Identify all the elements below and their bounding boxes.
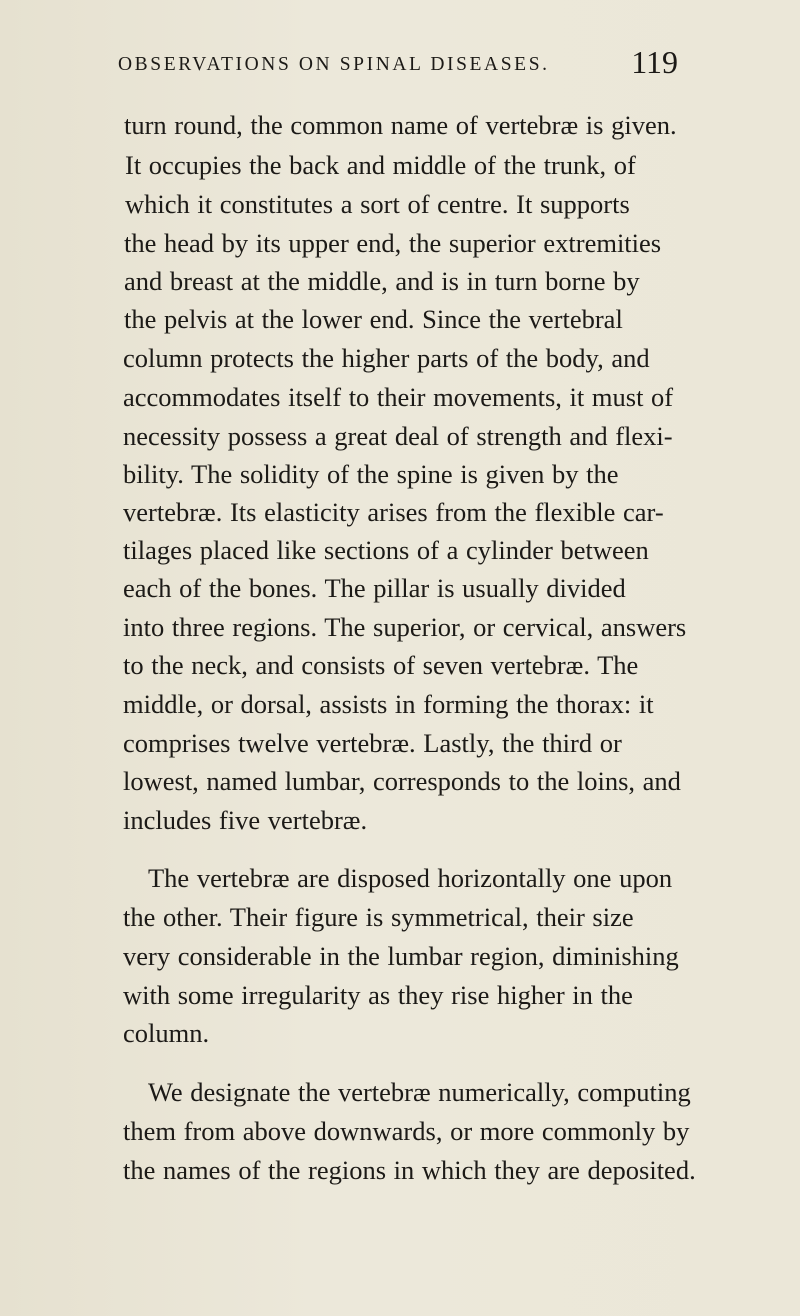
running-head [118, 44, 678, 84]
text-line: comprises twelve vertebræ. Lastly, the third or [123, 728, 622, 758]
text-line: into three regions. The superior, or cervical, answers [123, 612, 687, 642]
text-line: to the neck, and consists of seven vertebræ. The [123, 650, 639, 680]
text-line: tilages placed like sections of a cylinder between [123, 535, 649, 565]
text-line: with some irregularity as they rise higher in the [123, 980, 633, 1010]
text-line: necessity possess a great deal of strength and flexi- [123, 421, 673, 451]
text-line: each of the bones. The pillar is usually divided [123, 573, 626, 603]
text-line: them from above downwards, or more commonly by [123, 1116, 690, 1146]
text-line: The vertebræ are disposed horizontally one upon [148, 863, 673, 893]
text-line: column. [123, 1018, 210, 1048]
page-number: 119 [631, 44, 678, 80]
text-line: the head by its upper end, the superior extremities [124, 228, 662, 258]
text-line: very considerable in the lumbar region, diminishing [123, 941, 679, 971]
text-line: the names of the regions in which they are deposited. [123, 1155, 696, 1185]
text-line: We designate the vertebræ numerically, computing [148, 1077, 691, 1107]
text-line: turn round, the common name of vertebræ is given. [124, 110, 677, 140]
running-title: OBSERVATIONS ON SPINAL DISEASES. [118, 54, 550, 75]
text-line: middle, or dorsal, assists in forming the thorax: it [123, 689, 654, 719]
text-line: accommodates itself to their movements, it must of [123, 382, 674, 412]
text-line: It occupies the back and middle of the trunk, of [125, 150, 636, 180]
text-line: column protects the higher parts of the body, and [123, 343, 650, 373]
text-line: vertebræ. Its elasticity arises from the flexible car- [123, 497, 664, 527]
text-line: bility. The solidity of the spine is given by the [123, 459, 619, 489]
text-line: the other. Their figure is symmetrical, their size [123, 902, 634, 932]
text-line: and breast at the middle, and is in turn borne by [124, 266, 640, 296]
text-line: which it constitutes a sort of centre. It supports [125, 189, 630, 219]
text-line: the pelvis at the lower end. Since the vertebral [124, 304, 623, 334]
text-line: lowest, named lumbar, corresponds to the loins, and [123, 766, 681, 796]
text-line: includes five vertebræ. [123, 805, 368, 835]
